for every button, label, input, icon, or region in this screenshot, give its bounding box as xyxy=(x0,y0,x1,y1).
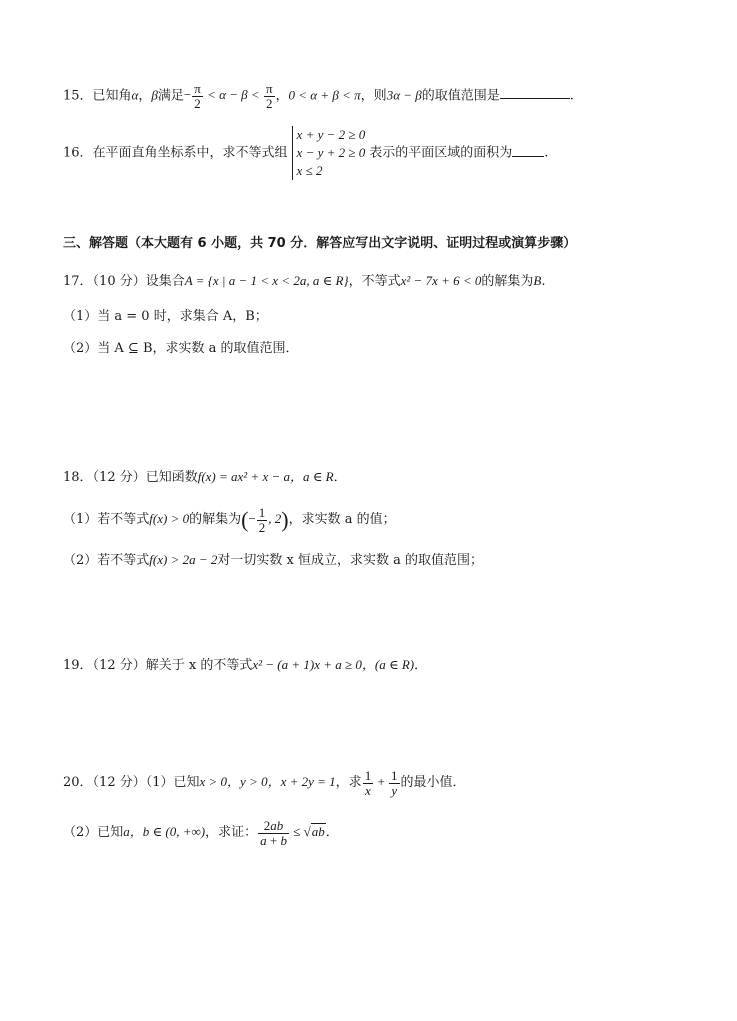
q17-ineq: x² − 7x + 6 < 0 xyxy=(400,273,482,288)
q20-prefix: 20．（12 分）（1）已知 xyxy=(63,775,200,790)
question-19 xyxy=(63,655,427,676)
q20-proof-expr: $\frac{2ab}{a + b}$ ≤ √ab xyxy=(260,817,325,848)
q15-then: ，则 xyxy=(360,88,387,104)
question-15: 15．已知角α，β满足− $\frac{\pi}{2}$ < α − β < $\frac{\pi}{2}$ ，0 < α + β < π，则3α − β的取值范围是 . xyxy=(63,81,574,111)
q16-end: . xyxy=(544,145,549,161)
answer-blank xyxy=(512,156,544,157)
q16-ineq-1: x + y − 2 ≥ 0 xyxy=(296,127,366,142)
q20-ask2: 的最小值． xyxy=(400,775,466,790)
q19-prefix: 19．（12 分）解关于 x 的不等式 xyxy=(63,658,253,673)
q16-ineq-3: x ≤ 2 xyxy=(296,163,323,178)
q18-p1-ineq: f(x) > 0 xyxy=(149,511,190,526)
q17-part-2: （2）当 A ⊆ B，求实数 a 的取值范围． xyxy=(63,341,299,356)
q18-end: ． xyxy=(333,470,347,485)
question-16 xyxy=(63,126,548,181)
q18-func: f(x) = ax² + x − a，a ∈ R xyxy=(197,469,334,484)
answer-blank xyxy=(500,98,570,99)
q18-p1-text2: 的解集为 xyxy=(189,512,242,527)
q17-part-1: （1）当 a = 0 时，求集合 A，B； xyxy=(63,309,268,324)
q18-p1-text: （1）若不等式 xyxy=(63,512,150,527)
q18-p2-ineq: f(x) > 2a − 2 xyxy=(149,552,218,567)
q15-prefix: 15．已知角 xyxy=(63,88,132,104)
q16-ineq-2: x − y + 2 ≥ 0 xyxy=(296,145,366,160)
q18-p2-text: （2）若不等式 xyxy=(63,553,150,568)
q15-end: . xyxy=(569,88,574,104)
question-17 xyxy=(63,271,545,292)
q17-setA: A = {x | a − 1 < x < 2a, a ∈ R} xyxy=(184,273,349,288)
q20-cond: x > 0，y > 0，x + 2y = 1 xyxy=(199,774,336,789)
q15-sep: ， xyxy=(275,88,289,104)
q15-beta: β xyxy=(151,87,158,103)
q19-end: ． xyxy=(414,658,428,673)
q18-prefix: 18．（12 分）已知函数 xyxy=(63,470,198,485)
q20-p2a: （2）已知 xyxy=(63,825,124,840)
q15-expr: 3α − β xyxy=(386,87,422,103)
q20-ask1: ，求 xyxy=(335,775,362,790)
q16-suffix: 表示的平面区域的面积为 xyxy=(369,145,513,161)
question-20 xyxy=(63,762,466,803)
section-heading: 三、解答题（本大题有 6 小题，共 70 分．解答应写出文字说明、证明过程或演算步骤） xyxy=(63,236,577,251)
q20-p2cond: a，b ∈ (0, +∞) xyxy=(123,824,206,839)
inequality-system xyxy=(292,126,366,180)
q18-p1-text3: ，求实数 a 的值； xyxy=(288,512,396,527)
q15-cond: 满足 xyxy=(157,88,184,104)
q20-part-2 xyxy=(63,812,339,853)
q17-end: . xyxy=(541,274,546,289)
q17-prefix: 17．（10 分）设集合 xyxy=(63,274,185,289)
q19-ineq: x² − (a + 1)x + a ≥ 0，(a ∈ R) xyxy=(252,657,415,672)
q18-p2-text2: 对一切实数 x 恒成立，求实数 a 的取值范围； xyxy=(217,553,483,568)
q15-ineq2: 0 < α + β < π xyxy=(288,87,361,103)
q15-alpha: α xyxy=(131,87,139,103)
q20-expr: $\frac{1}{x}$ + $\frac{1}{y}$ xyxy=(364,767,398,798)
q18-part-2 xyxy=(63,550,483,571)
q20-p2b: ，求证： xyxy=(205,825,258,840)
q17-setB: B xyxy=(533,273,542,288)
question-18 xyxy=(63,467,347,488)
q15-ask: 的取值范围是 xyxy=(421,88,500,104)
q18-p1-interval: (− $\frac{1}{2}$ , 2) xyxy=(241,504,289,535)
q18-part-1 xyxy=(63,502,396,537)
q20-end: ． xyxy=(325,825,339,840)
q15-ineq1: − $\frac{\pi}{2}$ < α − β < $\frac{\pi}{2}$ xyxy=(183,81,273,111)
q17-suffix: 的解集为 xyxy=(481,274,534,289)
q16-prefix: 16．在平面直角坐标系中，求不等式组 xyxy=(63,145,288,161)
q17-mid: ，不等式 xyxy=(348,274,401,289)
